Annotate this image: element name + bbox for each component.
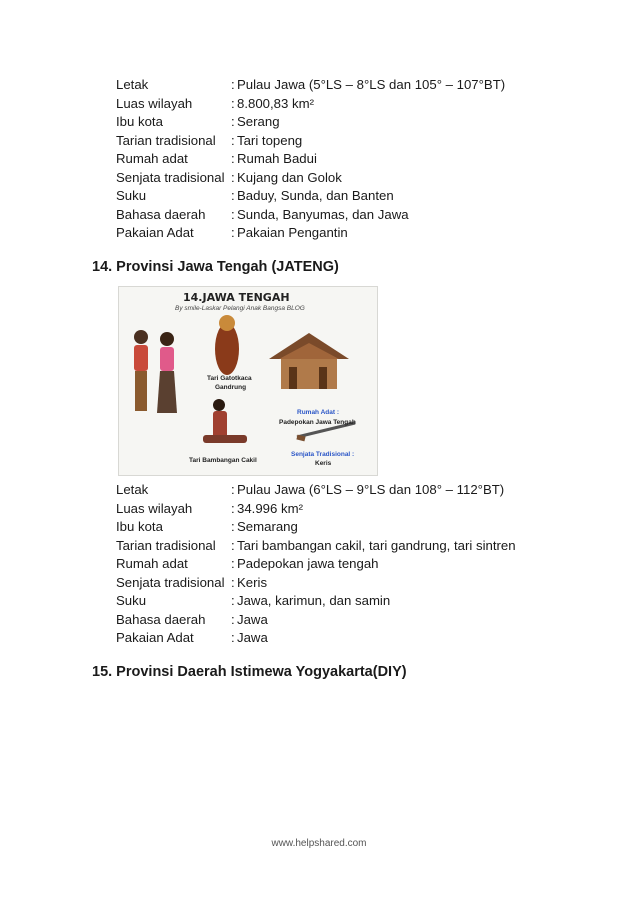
- row-value: Pulau Jawa (5°LS – 8°LS dan 105° – 107°BT): [237, 77, 506, 92]
- table-row: [116, 500, 516, 519]
- colon: :: [231, 574, 235, 590]
- row-label: Luas wilayah: [116, 500, 193, 516]
- row-value: Jawa: [237, 611, 268, 627]
- row-label: Luas wilayah: [116, 95, 193, 111]
- table-row: [116, 555, 516, 574]
- table-row: [116, 187, 505, 206]
- row-value: Baduy, Sunda, dan Banten: [237, 188, 394, 203]
- row-label: Pakaian Adat: [116, 225, 194, 240]
- row-value: Jawa: [237, 630, 268, 645]
- row-value: Tari topeng: [237, 132, 303, 148]
- colon: :: [231, 611, 235, 627]
- row-label: Pakaian Adat: [116, 630, 194, 645]
- colon: :: [231, 206, 235, 222]
- colon: :: [231, 225, 235, 240]
- caption-gandrung: Gandrung: [215, 384, 247, 391]
- figure-title: 14.JAWA TENGAH: [183, 291, 290, 304]
- colon: :: [231, 132, 235, 148]
- table-row: [116, 611, 516, 630]
- caption-senjata-value: Keris: [315, 460, 332, 467]
- colon: :: [231, 114, 235, 129]
- row-label: Rumah adat: [116, 556, 188, 571]
- caption-rumah-value: Padepokan Jawa Tengah: [279, 419, 356, 426]
- colon: :: [231, 95, 235, 111]
- row-label: Rumah adat: [116, 151, 188, 166]
- table-row: [116, 113, 505, 132]
- row-value: Pulau Jawa (6°LS – 9°LS dan 108° – 112°BT): [237, 482, 505, 497]
- jawa-tengah-illustration: [118, 286, 378, 476]
- table-row: [116, 150, 505, 169]
- colon: :: [231, 188, 235, 203]
- table-row: [116, 224, 505, 243]
- row-label: Tarian tradisional: [116, 132, 216, 148]
- table-row: [116, 574, 516, 593]
- table-row: [116, 95, 505, 114]
- caption-senjata-label: Senjata Tradisional :: [291, 451, 355, 458]
- table-row: [116, 629, 516, 648]
- footer-url[interactable]: www.helpshared.com: [271, 838, 367, 849]
- section-heading-diy: 15. Provinsi Daerah Istimewa Yogyakarta(DIY): [92, 664, 407, 680]
- row-label: Ibu kota: [116, 114, 163, 129]
- caption-rumah-label: Rumah Adat :: [297, 409, 340, 416]
- info-table-jateng: [116, 481, 516, 648]
- row-value: Kujang dan Golok: [237, 169, 342, 185]
- row-label: Tarian tradisional: [116, 537, 216, 553]
- colon: :: [231, 630, 235, 645]
- row-value: Sunda, Banyumas, dan Jawa: [237, 206, 409, 222]
- info-table-banten: [116, 76, 505, 243]
- colon: :: [231, 169, 235, 185]
- table-row: [116, 206, 505, 225]
- row-label: Suku: [116, 188, 147, 203]
- row-label: Senjata tradisional: [116, 169, 225, 185]
- row-label: Senjata tradisional: [116, 574, 225, 590]
- colon: :: [231, 77, 235, 92]
- row-value: Rumah Badui: [237, 151, 317, 166]
- row-label: Bahasa daerah: [116, 206, 206, 222]
- table-row: [116, 169, 505, 188]
- row-value: Keris: [237, 574, 268, 590]
- section-heading-jateng: 14. Provinsi Jawa Tengah (JATENG): [92, 259, 339, 275]
- row-label: Ibu kota: [116, 519, 163, 534]
- caption-bambangan: Tari Bambangan Cakil: [189, 457, 257, 464]
- colon: :: [231, 593, 235, 608]
- colon: :: [231, 500, 235, 516]
- row-value: Padepokan jawa tengah: [237, 556, 379, 571]
- row-value: 8.800,83 km²: [237, 95, 314, 111]
- colon: :: [231, 482, 235, 497]
- colon: :: [231, 151, 235, 166]
- table-row: [116, 592, 516, 611]
- table-row: [116, 537, 516, 556]
- colon: :: [231, 556, 235, 571]
- colon: :: [231, 537, 235, 553]
- row-value: 34.996 km²: [237, 500, 303, 516]
- row-label: Bahasa daerah: [116, 611, 206, 627]
- row-value: Pakaian Pengantin: [237, 225, 348, 240]
- colon: :: [231, 519, 235, 534]
- table-row: [116, 518, 516, 537]
- table-row: [116, 481, 516, 500]
- caption-gatotkaca: Tari Gatotkaca: [207, 375, 252, 382]
- row-label: Letak: [116, 77, 149, 92]
- table-row: [116, 132, 505, 151]
- figure-subtitle: By smile-Laskar Pelangi Anak Bangsa BLOG: [175, 305, 305, 312]
- row-label: Letak: [116, 482, 149, 497]
- row-value: Semarang: [237, 519, 298, 534]
- table-row: [116, 76, 505, 95]
- row-value: Tari bambangan cakil, tari gandrung, tari sintren: [237, 537, 516, 553]
- row-value: Jawa, karimun, dan samin: [237, 593, 391, 608]
- row-label: Suku: [116, 593, 147, 608]
- row-value: Serang: [237, 114, 280, 129]
